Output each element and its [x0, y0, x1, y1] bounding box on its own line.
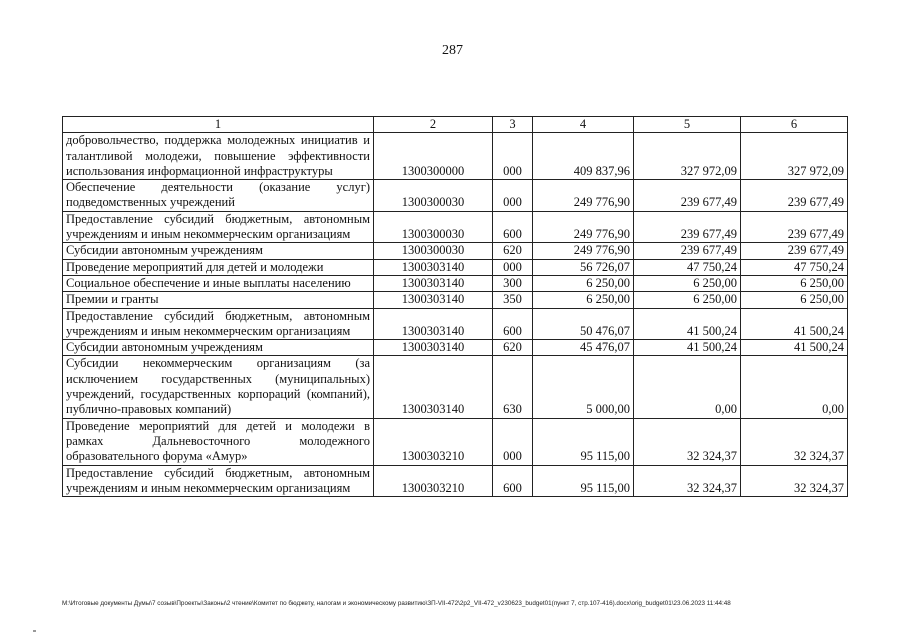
cell-name: Предоставление субсидий бюджетным, автономным учреждениям и иным некоммерческим организациям [63, 465, 374, 497]
table-row [63, 340, 848, 356]
cell-code: 1300303140 [374, 275, 493, 291]
cell-type: 000 [493, 180, 533, 212]
cell-type: 600 [493, 211, 533, 243]
cell-name: Проведение мероприятий для детей и молодежи [63, 259, 374, 275]
cell-type: 000 [493, 418, 533, 465]
column-header: 4 [533, 117, 634, 133]
cell-v2: 41 500,24 [634, 308, 741, 340]
cell-v3: 6 250,00 [741, 292, 848, 308]
table-row [63, 133, 848, 180]
cell-code: 1300300000 [374, 133, 493, 180]
cell-code: 1300303140 [374, 356, 493, 418]
cell-name: Проведение мероприятий для детей и молодежи в рамках Дальневосточного молодежного образовательного форума «Амур» [63, 418, 374, 465]
cell-v2: 32 324,37 [634, 465, 741, 497]
cell-v1: 5 000,00 [533, 356, 634, 418]
table-row [63, 211, 848, 243]
cell-v3: 0,00 [741, 356, 848, 418]
cell-v3: 32 324,37 [741, 418, 848, 465]
cell-code: 1300303210 [374, 418, 493, 465]
cell-code: 1300300030 [374, 211, 493, 243]
cell-name: Премии и гранты [63, 292, 374, 308]
cell-v1: 56 726,07 [533, 259, 634, 275]
cell-type: 300 [493, 275, 533, 291]
cell-v3: 327 972,09 [741, 133, 848, 180]
cell-code: 1300303140 [374, 340, 493, 356]
table-row [63, 465, 848, 497]
column-header: 3 [493, 117, 533, 133]
column-header: 1 [63, 117, 374, 133]
cell-v2: 32 324,37 [634, 418, 741, 465]
table-row [63, 308, 848, 340]
cell-type: 000 [493, 133, 533, 180]
budget-table [62, 116, 848, 497]
table-row [63, 418, 848, 465]
cell-v2: 239 677,49 [634, 180, 741, 212]
cell-code: 1300303140 [374, 292, 493, 308]
cell-name: добровольчество, поддержка молодежных инициатив и талантливой молодежи, повышение эффективности использования информационной инфраструктуры [63, 133, 374, 180]
cell-code: 1300300030 [374, 243, 493, 259]
cell-v1: 409 837,96 [533, 133, 634, 180]
cell-code: 1300303140 [374, 259, 493, 275]
column-header: 6 [741, 117, 848, 133]
cell-v1: 249 776,90 [533, 243, 634, 259]
cell-v3: 239 677,49 [741, 180, 848, 212]
cell-v3: 47 750,24 [741, 259, 848, 275]
cell-v1: 45 476,07 [533, 340, 634, 356]
cell-type: 350 [493, 292, 533, 308]
cell-type: 630 [493, 356, 533, 418]
cell-v2: 6 250,00 [634, 275, 741, 291]
table-row [63, 259, 848, 275]
cell-v1: 50 476,07 [533, 308, 634, 340]
cell-type: 000 [493, 259, 533, 275]
table-row [63, 356, 848, 418]
cell-code: 1300303140 [374, 308, 493, 340]
cell-v1: 95 115,00 [533, 465, 634, 497]
cell-v2: 47 750,24 [634, 259, 741, 275]
cell-name: Субсидии автономным учреждениям [63, 340, 374, 356]
cell-name: Субсидии некоммерческим организациям (за исключением государственных (муниципальных) учреждений, государственных корпораций (компаний), публично-правовых компаний) [63, 356, 374, 418]
cell-name: Обеспечение деятельности (оказание услуг) подведомственных учреждений [63, 180, 374, 212]
cell-type: 620 [493, 340, 533, 356]
cell-v2: 239 677,49 [634, 243, 741, 259]
cell-v2: 0,00 [634, 356, 741, 418]
cell-v3: 239 677,49 [741, 243, 848, 259]
table-row [63, 180, 848, 212]
table-header-row [63, 117, 848, 133]
cell-v2: 6 250,00 [634, 292, 741, 308]
cell-v1: 95 115,00 [533, 418, 634, 465]
document-path-footer: M:\Итоговые документы Думы\7 созыв\Проекты\Законы\2 чтение\Комитет по бюджету, налогам и экономическому развитию\ЗП-VII-472\2р2_VII-472_v230623_budget01(пункт 7, стр.107-416).docx\orig_budget01\23.06.2023 11:44:48 [62, 600, 731, 607]
cell-type: 600 [493, 465, 533, 497]
cell-v3: 239 677,49 [741, 211, 848, 243]
cell-v2: 239 677,49 [634, 211, 741, 243]
cell-v1: 249 776,90 [533, 211, 634, 243]
cell-type: 620 [493, 243, 533, 259]
cell-v1: 249 776,90 [533, 180, 634, 212]
cell-v3: 32 324,37 [741, 465, 848, 497]
cell-name: Социальное обеспечение и иные выплаты населению [63, 275, 374, 291]
cell-code: 1300300030 [374, 180, 493, 212]
cell-code: 1300303210 [374, 465, 493, 497]
table-row [63, 243, 848, 259]
cell-v3: 41 500,24 [741, 308, 848, 340]
cell-v3: 41 500,24 [741, 340, 848, 356]
cell-v3: 6 250,00 [741, 275, 848, 291]
cell-name: Предоставление субсидий бюджетным, автономным учреждениям и иным некоммерческим организациям [63, 308, 374, 340]
cell-v2: 41 500,24 [634, 340, 741, 356]
table-row [63, 292, 848, 308]
column-header: 5 [634, 117, 741, 133]
cell-type: 600 [493, 308, 533, 340]
column-header: 2 [374, 117, 493, 133]
scan-mark [33, 630, 36, 632]
page-number: 287 [442, 43, 463, 58]
cell-v2: 327 972,09 [634, 133, 741, 180]
cell-name: Субсидии автономным учреждениям [63, 243, 374, 259]
cell-v1: 6 250,00 [533, 292, 634, 308]
cell-name: Предоставление субсидий бюджетным, автономным учреждениям и иным некоммерческим организациям [63, 211, 374, 243]
cell-v1: 6 250,00 [533, 275, 634, 291]
table-row [63, 275, 848, 291]
